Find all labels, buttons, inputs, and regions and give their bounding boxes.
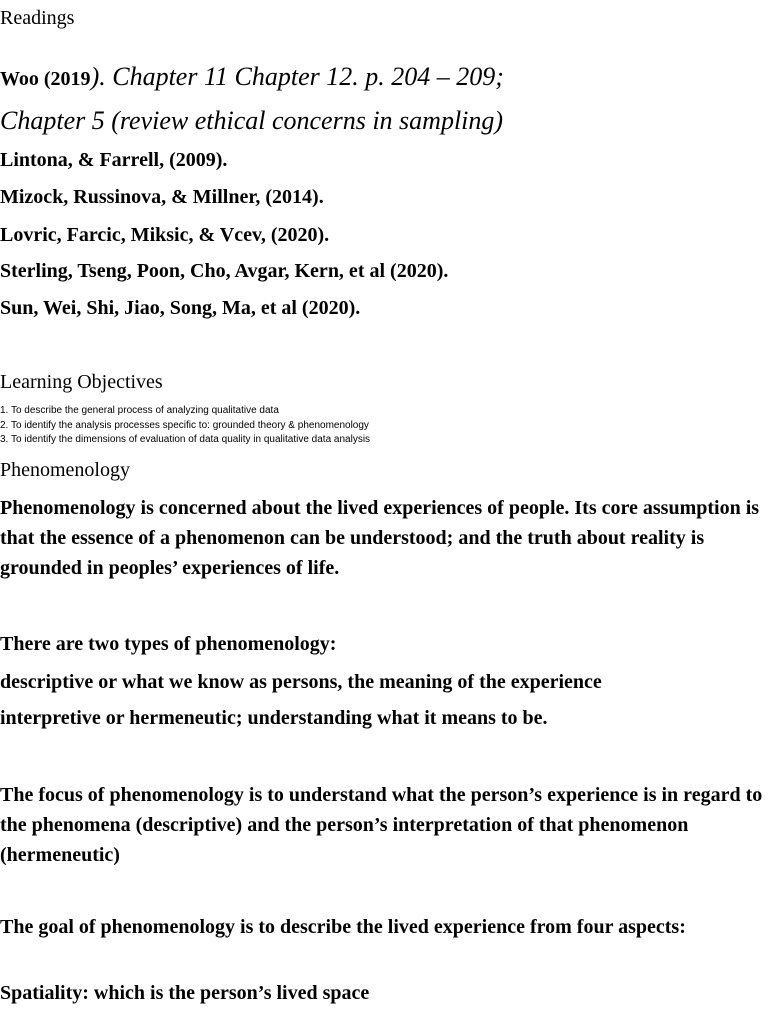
citation-mizock: Mizock, Russinova, & Millner, (2014). <box>0 186 324 208</box>
type-interpretive: interpretive or hermeneutic; understanding what it means to be. <box>0 707 548 729</box>
type-descriptive: descriptive or what we know as persons, the meaning of the experience <box>0 671 602 693</box>
citation-sterling: Sterling, Tseng, Poon, Cho, Avgar, Kern, et al (2020). <box>0 260 449 282</box>
woo-citation-line <box>0 62 504 92</box>
objective-2: 2. To identify the analysis processes specific to: grounded theory & phenomenology <box>0 420 369 431</box>
phenomenology-definition: Phenomenology is concerned about the lived experiences of people. Its core assumption is that the essence of a phenomenon can be understood; and the truth about reality is grounded in peoples’ experiences of life. <box>0 497 760 579</box>
citation-lintona: Lintona, & Farrell, (2009). <box>0 149 228 171</box>
types-intro: There are two types of phenomenology: <box>0 633 337 655</box>
phenomenology-heading: Phenomenology <box>0 459 130 481</box>
woo-author: Woo (2019 <box>0 68 91 90</box>
objective-1: 1. To describe the general process of analyzing qualitative data <box>0 405 279 416</box>
readings-heading: Readings <box>0 7 75 29</box>
goal-paragraph: The goal of phenomenology is to describe the lived experience from four aspects: <box>0 916 686 938</box>
citation-lovric: Lovric, Farcic, Miksic, & Vcev, (2020). <box>0 224 330 246</box>
spatiality-item: Spatiality: which is the person’s lived space <box>0 982 370 1004</box>
learning-objectives-heading: Learning Objectives <box>0 371 163 393</box>
focus-paragraph: The focus of phenomenology is to understand what the person’s experience is in regard to the phenomena (descriptive) and the person’s interpretation of that phenomenon (hermeneutic) <box>0 784 763 866</box>
citation-sun: Sun, Wei, Shi, Jiao, Song, Ma, et al (2020). <box>0 297 361 319</box>
woo-chapter5: Chapter 5 (review ethical concerns in sampling) <box>0 106 504 135</box>
woo-chapters: ). Chapter 11 Chapter 12. p. 204 – 209; <box>90 62 504 91</box>
objective-3: 3. To identify the dimensions of evaluation of data quality in qualitative data analysis <box>0 434 371 445</box>
